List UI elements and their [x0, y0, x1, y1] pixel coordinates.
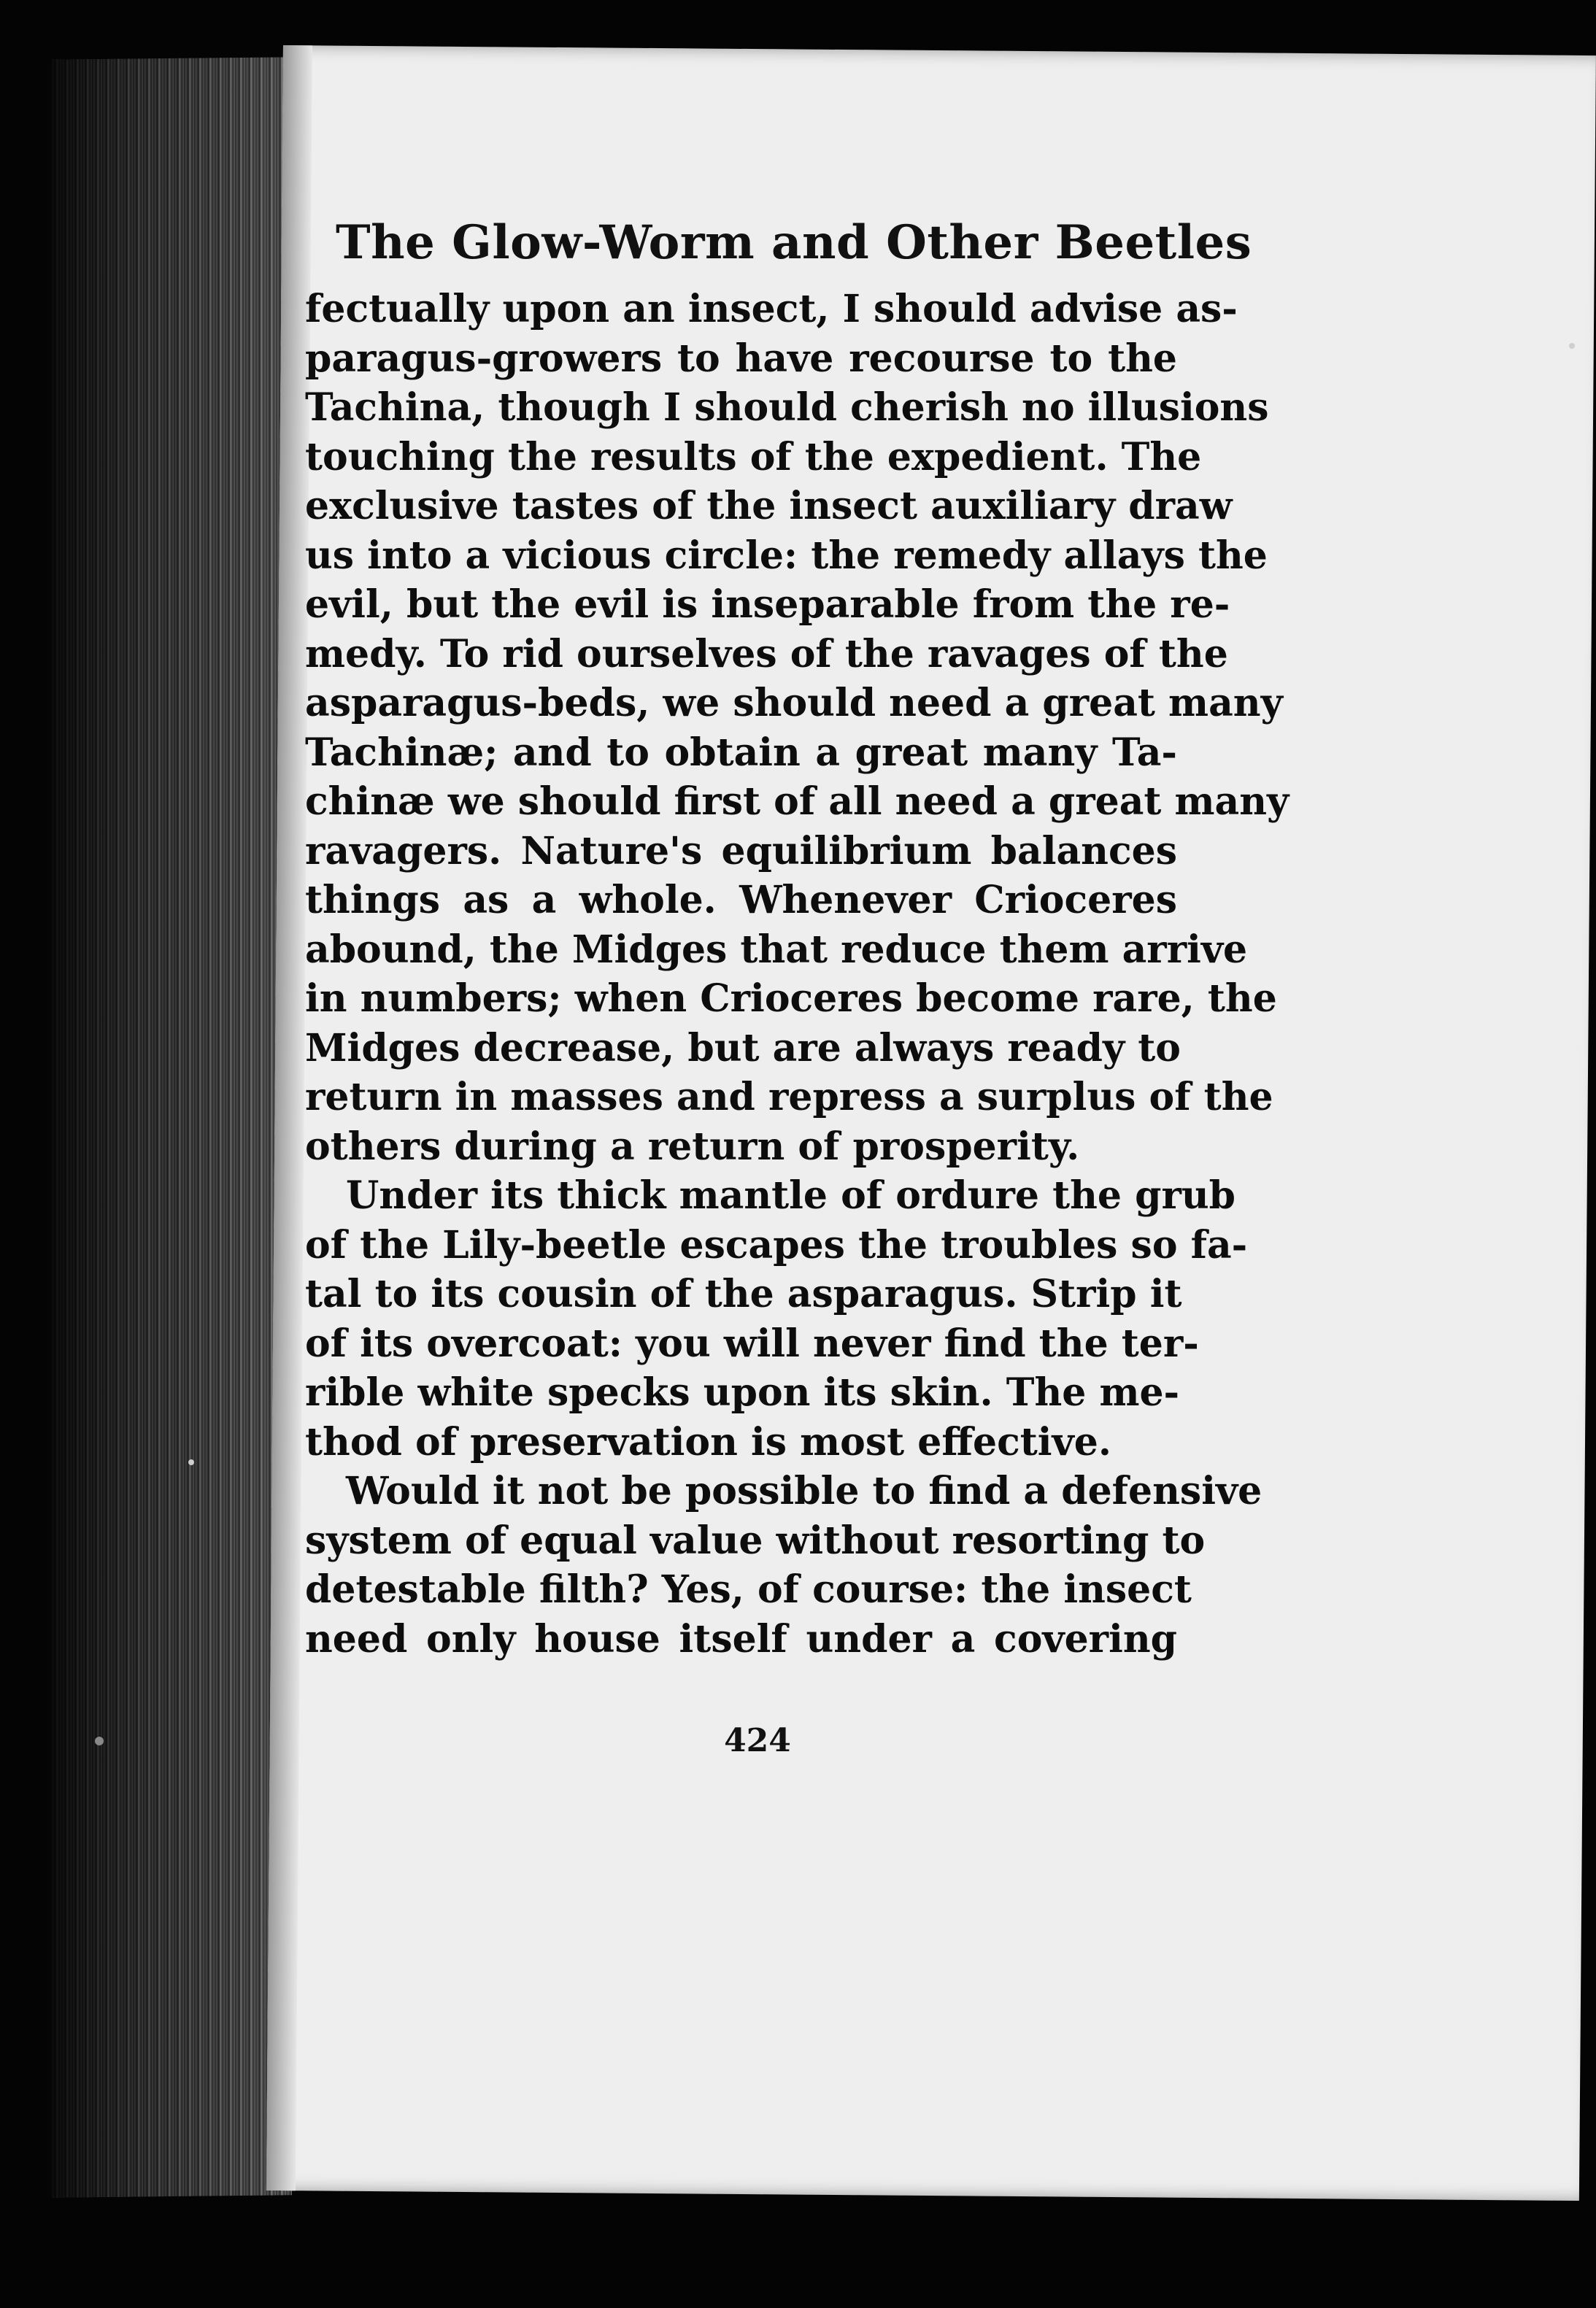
text-line: in numbers; when Crioceres become rare, the [305, 976, 1277, 1021]
text-line: ravagers. Nature's equilibrium balances [305, 828, 1177, 873]
scan-speck [95, 1737, 104, 1745]
text-line: detestable filth? Yes, of course: the insect [305, 1567, 1192, 1612]
text-line: touching the results of the expedient. The [305, 434, 1202, 479]
text-line: Tachina, though I should cherish no illusions [305, 385, 1269, 430]
text-line: exclusive tastes of the insect auxiliary draw [305, 484, 1233, 528]
text-line: tal to its cousin of the asparagus. Strip it [305, 1272, 1182, 1316]
text-line: things as a whole. Whenever Crioceres [305, 878, 1177, 922]
text-line: Would it not be possible to find a defensive [346, 1469, 1262, 1513]
text-line: chinæ we should first of all need a great many [305, 779, 1289, 824]
text-line: us into a vicious circle: the remedy allays the [305, 533, 1268, 578]
text-line: fectually upon an insect, I should advise as- [305, 287, 1238, 331]
paragraph-2 [305, 1171, 1248, 1467]
text-line: Tachinæ; and to obtain a great many Ta- [305, 730, 1177, 775]
text-line: system of equal value without resorting to [305, 1518, 1206, 1563]
scan-speck [188, 1459, 194, 1465]
running-head: The Glow-Worm and Other Beetles [336, 215, 1252, 270]
page-number: 424 [724, 1722, 791, 1759]
paragraph-3 [305, 1467, 1262, 1664]
text-line: abound, the Midges that reduce them arrive [305, 927, 1248, 972]
paragraph-1 [305, 285, 1289, 1171]
text-line: Under its thick mantle of ordure the grub [346, 1173, 1236, 1218]
book-page-edges [51, 57, 292, 2197]
text-line: return in masses and repress a surplus of the [305, 1075, 1273, 1119]
text-line: medy. To rid ourselves of the ravages of the [305, 631, 1228, 676]
text-line: others during a return of prosperity. [305, 1124, 1080, 1169]
body-text [305, 285, 1289, 1664]
text-line: rible white specks upon its skin. The me- [305, 1370, 1180, 1415]
text-line: thod of preservation is most effective. [305, 1419, 1111, 1464]
text-line: of the Lily-beetle escapes the troubles so fa- [305, 1222, 1248, 1267]
text-line: asparagus-beds, we should need a great many [305, 681, 1283, 725]
text-line: evil, but the evil is inseparable from the re- [305, 582, 1230, 627]
text-line: Midges decrease, but are always ready to [305, 1025, 1181, 1070]
scan-speck [1569, 343, 1575, 349]
text-line: of its overcoat: you will never find the ter- [305, 1321, 1199, 1366]
text-line: paragus-growers to have recourse to the [305, 336, 1177, 381]
text-line: need only house itself under a covering [305, 1616, 1177, 1661]
